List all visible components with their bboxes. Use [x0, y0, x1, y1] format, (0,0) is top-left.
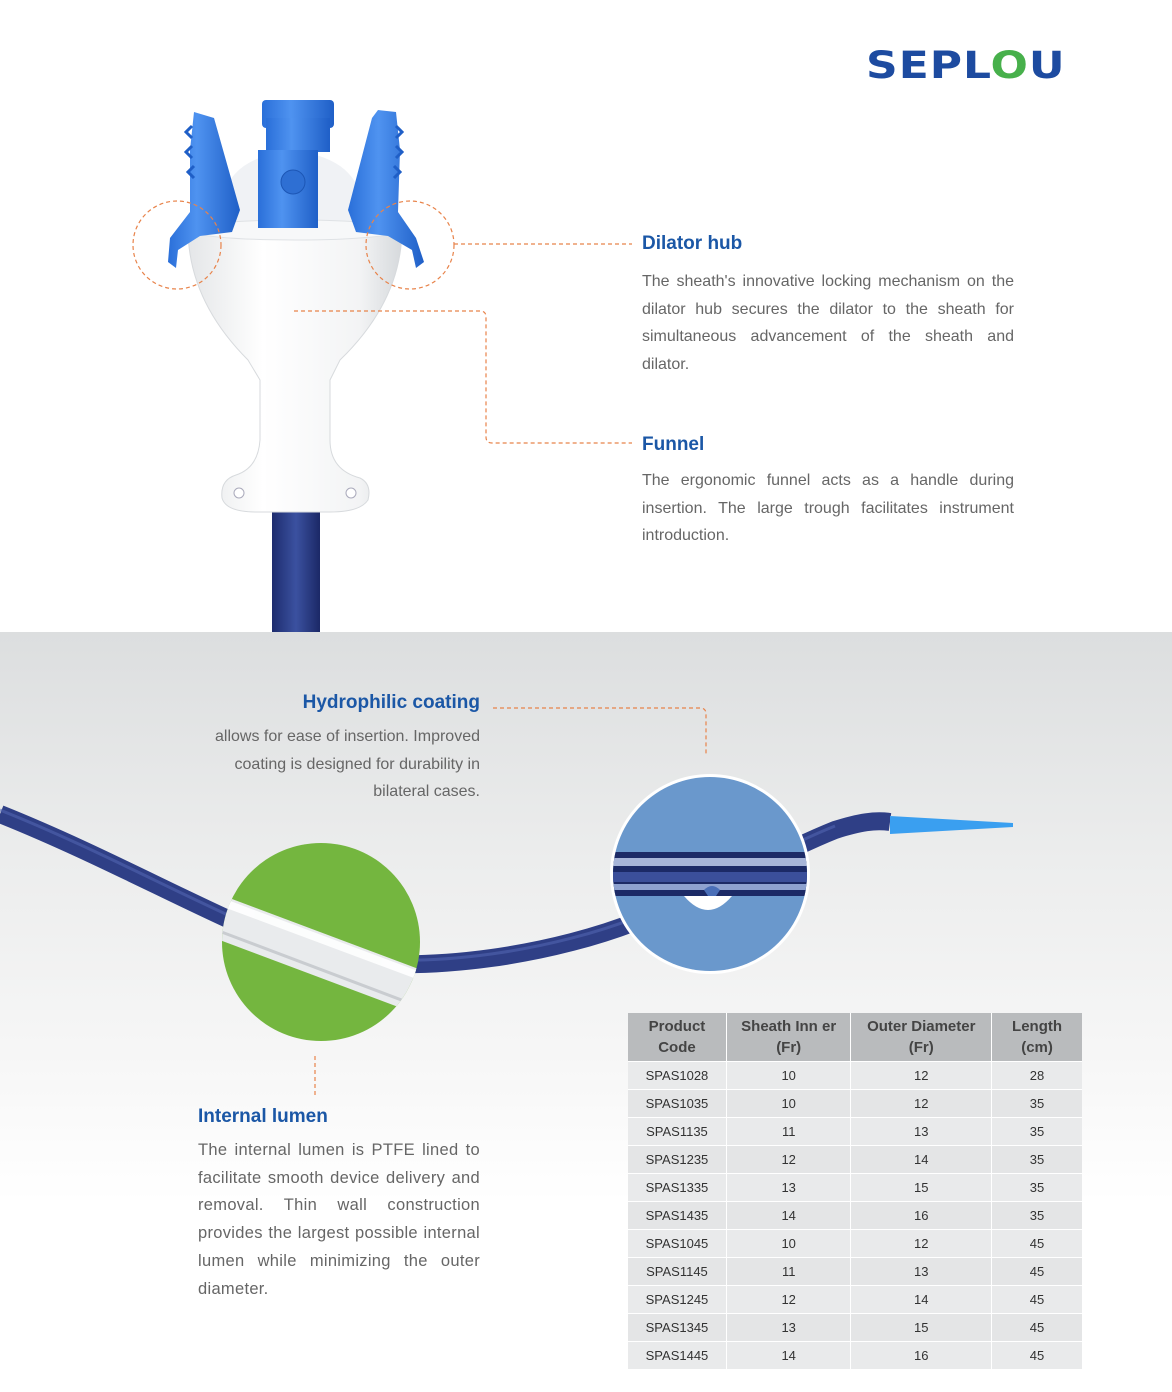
table-cell: 13 — [851, 1118, 992, 1146]
table-cell: 10 — [726, 1090, 851, 1118]
table-cell: 14 — [726, 1202, 851, 1230]
header-product-code: Product Code — [628, 1013, 726, 1062]
table-cell: 10 — [726, 1230, 851, 1258]
table-cell: 14 — [726, 1342, 851, 1370]
table-cell: SPAS1135 — [628, 1118, 726, 1146]
table-cell: 35 — [992, 1174, 1082, 1202]
table-cell: 12 — [726, 1146, 851, 1174]
sheath-tube — [272, 500, 320, 632]
table-cell: 45 — [992, 1258, 1082, 1286]
table-cell: 11 — [726, 1258, 851, 1286]
hydrophilic-line-2: coating is designed for durability in — [234, 755, 480, 773]
table-cell: SPAS1045 — [628, 1230, 726, 1258]
table-cell: SPAS1245 — [628, 1286, 726, 1314]
table-cell: 35 — [992, 1202, 1082, 1230]
header-length: Length (cm) — [992, 1013, 1082, 1062]
header-outer-diameter: Outer Diameter (Fr) — [851, 1013, 992, 1062]
logo-prefix: SEPL — [866, 43, 991, 88]
table-row — [628, 1146, 1082, 1174]
table-cell: 15 — [851, 1314, 992, 1342]
table-row — [628, 1230, 1082, 1258]
table-row — [628, 1258, 1082, 1286]
table-cell: 35 — [992, 1118, 1082, 1146]
table-cell: 14 — [851, 1286, 992, 1314]
table-cell: SPAS1345 — [628, 1314, 726, 1342]
dilator-tip — [890, 816, 1013, 834]
table-cell: SPAS1145 — [628, 1258, 726, 1286]
product-spec-table — [628, 1013, 1082, 1369]
table-cell: 28 — [992, 1062, 1082, 1090]
table-cell: 16 — [851, 1342, 992, 1370]
table-row — [628, 1342, 1082, 1370]
table-row — [628, 1062, 1082, 1090]
table-cell: 10 — [726, 1062, 851, 1090]
table-cell: 35 — [992, 1146, 1082, 1174]
funnel-body — [188, 220, 402, 512]
table-cell: 15 — [851, 1174, 992, 1202]
table-row — [628, 1314, 1082, 1342]
logo-o: O — [990, 43, 1029, 88]
table-cell: 45 — [992, 1342, 1082, 1370]
table-row — [628, 1174, 1082, 1202]
table-row — [628, 1118, 1082, 1146]
table-cell: 12 — [851, 1090, 992, 1118]
funnel-text: The ergonomic funnel acts as a handle during insertion. The large trough facilitates instrument introduction. — [642, 472, 1014, 545]
dilator-hub-text: The sheath's innovative locking mechanism on the dilator hub secures the dilator to the sheath for simultaneous advancement of the sheath and dilator. — [642, 273, 1014, 374]
table-row — [628, 1202, 1082, 1230]
table-cell: SPAS1445 — [628, 1342, 726, 1370]
sheath-hub-illustration — [0, 0, 640, 632]
hydrophilic-coating-title: Hydrophilic coating — [302, 692, 480, 713]
table-row — [628, 1090, 1082, 1118]
funnel-title: Funnel — [642, 434, 705, 455]
table-cell: 14 — [851, 1146, 992, 1174]
table-cell: 35 — [992, 1090, 1082, 1118]
table-cell: 12 — [851, 1062, 992, 1090]
hydrophilic-leader — [493, 708, 706, 756]
table-cell: 11 — [726, 1118, 851, 1146]
table-cell: 45 — [992, 1314, 1082, 1342]
seplou-logo — [866, 44, 1066, 88]
table-cell: 16 — [851, 1202, 992, 1230]
table-header-row — [628, 1013, 1082, 1062]
hydrophilic-line-1: allows for ease of insertion. Improved — [214, 728, 480, 745]
table-cell: SPAS1335 — [628, 1174, 726, 1202]
internal-lumen-title: Internal lumen — [198, 1106, 328, 1127]
table-cell: 45 — [992, 1230, 1082, 1258]
table-cell: 13 — [851, 1258, 992, 1286]
hydrophilic-coating-text — [150, 723, 480, 806]
internal-lumen-text: The internal lumen is PTFE lined to facilitate smooth device delivery and removal. Thin wall construction provides the largest possible internal lumen while minimizing the outer diameter. — [198, 1141, 480, 1298]
table-cell: SPAS1035 — [628, 1090, 726, 1118]
table-cell: 12 — [726, 1286, 851, 1314]
dilator-hub-title: Dilator hub — [642, 233, 743, 254]
table-row — [628, 1286, 1082, 1314]
table-cell: 45 — [992, 1286, 1082, 1314]
table-cell: SPAS1235 — [628, 1146, 726, 1174]
table-cell: SPAS1435 — [628, 1202, 726, 1230]
table-cell: SPAS1028 — [628, 1062, 726, 1090]
table-cell: 13 — [726, 1314, 851, 1342]
header-sheath-inner: Sheath Inn er (Fr) — [726, 1013, 851, 1062]
hydrophilic-line-3: bilateral cases. — [373, 783, 480, 801]
table-cell: 13 — [726, 1174, 851, 1202]
logo-suffix: U — [1028, 43, 1066, 88]
table-cell: 12 — [851, 1230, 992, 1258]
